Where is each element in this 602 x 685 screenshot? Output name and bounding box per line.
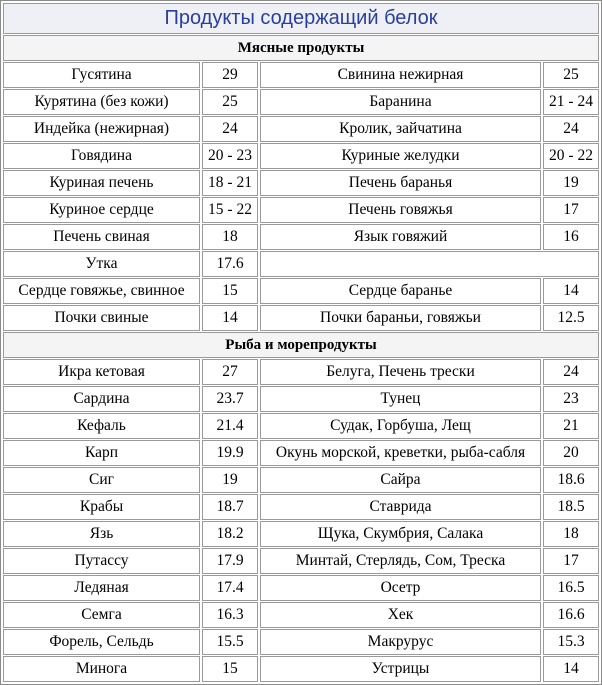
product-name-cell: Белуга, Печень трески (260, 359, 541, 385)
protein-value-cell: 14 (543, 278, 599, 304)
product-name-cell: Путассу (3, 548, 200, 574)
product-name-cell: Почки бараньи, говяжьи (260, 305, 541, 331)
protein-value-cell: 16.5 (543, 575, 599, 601)
protein-value-cell: 16.3 (202, 602, 258, 628)
protein-value-cell: 20 - 22 (543, 143, 599, 169)
protein-value-cell: 21 (543, 413, 599, 439)
protein-value-cell: 18.6 (543, 467, 599, 493)
protein-value-cell: 20 (543, 440, 599, 466)
protein-value-cell: 19.9 (202, 440, 258, 466)
protein-value-cell: 18.7 (202, 494, 258, 520)
protein-value-cell: 14 (202, 305, 258, 331)
product-name-cell: Говядина (3, 143, 200, 169)
product-name-cell: Минтай, Стерлядь, Сом, Треска (260, 548, 541, 574)
protein-value-cell: 27 (202, 359, 258, 385)
protein-value-cell: 16 (543, 224, 599, 250)
product-name-cell: Курятина (без кожи) (3, 89, 200, 115)
protein-value-cell: 17.4 (202, 575, 258, 601)
product-name-cell: Ставрида (260, 494, 541, 520)
protein-value-cell: 15 - 22 (202, 197, 258, 223)
protein-value-cell: 19 (543, 170, 599, 196)
protein-value-cell: 17.9 (202, 548, 258, 574)
product-name-cell: Утка (3, 251, 200, 277)
empty-cell (260, 251, 599, 277)
product-name-cell: Семга (3, 602, 200, 628)
product-name-cell: Кефаль (3, 413, 200, 439)
protein-value-cell: 15 (202, 656, 258, 682)
protein-value-cell: 16.6 (543, 602, 599, 628)
protein-value-cell: 18.5 (543, 494, 599, 520)
product-name-cell: Печень свиная (3, 224, 200, 250)
protein-value-cell: 24 (543, 116, 599, 142)
section-heading: Мясные продукты (3, 35, 599, 61)
protein-value-cell: 18 - 21 (202, 170, 258, 196)
product-name-cell: Почки свиные (3, 305, 200, 331)
product-name-cell: Сердце баранье (260, 278, 541, 304)
product-name-cell: Крабы (3, 494, 200, 520)
protein-value-cell: 18 (202, 224, 258, 250)
protein-value-cell: 15.3 (543, 629, 599, 655)
product-name-cell: Форель, Сельдь (3, 629, 200, 655)
product-name-cell: Куриная печень (3, 170, 200, 196)
product-name-cell: Гусятина (3, 62, 200, 88)
protein-value-cell: 21 - 24 (543, 89, 599, 115)
product-name-cell: Индейка (нежирная) (3, 116, 200, 142)
protein-value-cell: 25 (543, 62, 599, 88)
product-name-cell: Свинина нежирная (260, 62, 541, 88)
product-name-cell: Судак, Горбуша, Лещ (260, 413, 541, 439)
product-name-cell: Сердце говяжье, свинное (3, 278, 200, 304)
protein-value-cell: 25 (202, 89, 258, 115)
product-name-cell: Печень говяжья (260, 197, 541, 223)
table-title: Продукты содержащий белок (3, 3, 599, 34)
product-name-cell: Куриные желудки (260, 143, 541, 169)
protein-value-cell: 21.4 (202, 413, 258, 439)
product-name-cell: Ледяная (3, 575, 200, 601)
protein-value-cell: 17 (543, 197, 599, 223)
protein-value-cell: 18.2 (202, 521, 258, 547)
protein-value-cell: 15 (202, 278, 258, 304)
protein-value-cell: 24 (202, 116, 258, 142)
product-name-cell: Сиг (3, 467, 200, 493)
product-name-cell: Сайра (260, 467, 541, 493)
product-name-cell: Макрурус (260, 629, 541, 655)
protein-value-cell: 14 (543, 656, 599, 682)
protein-value-cell: 29 (202, 62, 258, 88)
product-name-cell: Окунь морской, креветки, рыба-сабля (260, 440, 541, 466)
protein-value-cell: 18 (543, 521, 599, 547)
product-name-cell: Язык говяжий (260, 224, 541, 250)
product-name-cell: Язь (3, 521, 200, 547)
product-name-cell: Тунец (260, 386, 541, 412)
product-name-cell: Печень баранья (260, 170, 541, 196)
protein-value-cell: 17 (543, 548, 599, 574)
protein-value-cell: 19 (202, 467, 258, 493)
protein-value-cell: 12.5 (543, 305, 599, 331)
section-heading: Рыба и морепродукты (3, 332, 599, 358)
product-name-cell: Баранина (260, 89, 541, 115)
protein-value-cell: 23.7 (202, 386, 258, 412)
protein-value-cell: 23 (543, 386, 599, 412)
product-name-cell: Сардина (3, 386, 200, 412)
protein-value-cell: 17.6 (202, 251, 258, 277)
product-name-cell: Хек (260, 602, 541, 628)
protein-value-cell: 15.5 (202, 629, 258, 655)
protein-value-cell: 20 - 23 (202, 143, 258, 169)
protein-value-cell: 24 (543, 359, 599, 385)
product-name-cell: Кролик, зайчатина (260, 116, 541, 142)
product-name-cell: Устрицы (260, 656, 541, 682)
product-name-cell: Куриное сердце (3, 197, 200, 223)
product-name-cell: Карп (3, 440, 200, 466)
product-name-cell: Икра кетовая (3, 359, 200, 385)
product-name-cell: Осетр (260, 575, 541, 601)
product-name-cell: Щука, Скумбрия, Салака (260, 521, 541, 547)
product-name-cell: Минога (3, 656, 200, 682)
